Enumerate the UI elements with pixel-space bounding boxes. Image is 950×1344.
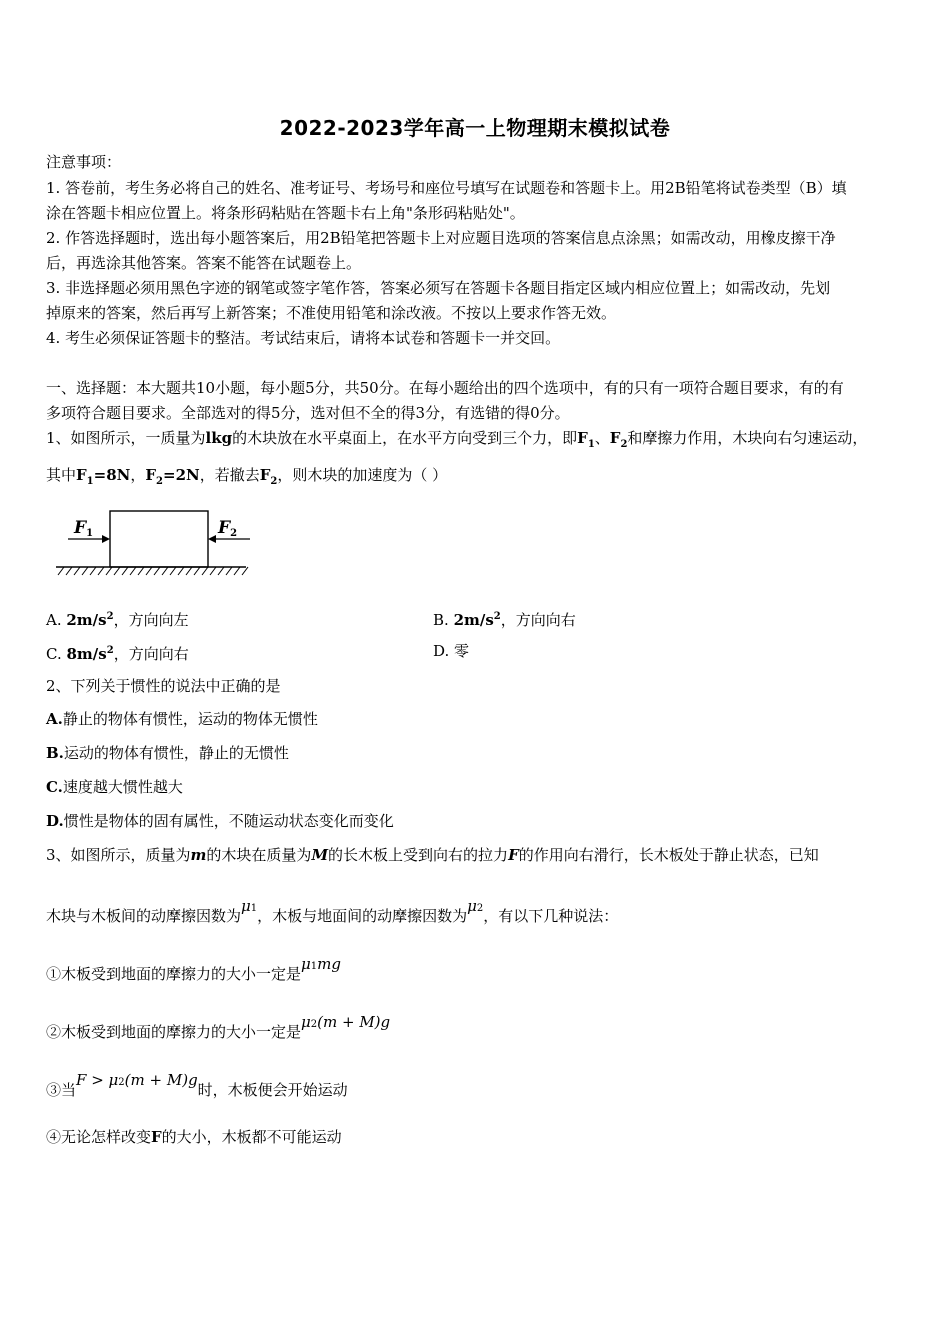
mu1-symbol: μ1 (241, 897, 258, 915)
notice-line: 后，再选涂其他答案。答案不能答在试题卷上。 (46, 254, 362, 272)
notice-line: 涂在答题卡相应位置上。将条形码粘贴在答题卡右上角"条形码粘贴处"。 (46, 204, 525, 222)
notice-line: 1. 答卷前，考生务必将自己的姓名、准考证号、考场号和座位号填写在试题卷和答题卡上。用2B铅笔将试卷类型（B）填 (46, 179, 847, 197)
q1-force-diagram (52, 505, 252, 580)
q3-statement-4: ④无论怎样改变F的大小，木板都不可能运动 (46, 1128, 342, 1146)
notice-heading: 注意事项： (46, 153, 122, 171)
q2-option-b: B.运动的物体有惯性，静止的无惯性 (46, 744, 289, 762)
block-rect (110, 511, 208, 567)
q2-option-d: D.惯性是物体的固有属性，不随运动状态变化而变化 (46, 812, 394, 830)
q1-option-d: D. 零 (433, 642, 470, 660)
f2-label: F2 (218, 518, 238, 539)
mu2-symbol: μ2 (467, 897, 484, 915)
q3-statement-1: ①木板受到地面的摩擦力的大小一定是μ1mg (46, 955, 341, 983)
q2-option-c: C.速度越大惯性越大 (46, 778, 183, 796)
q1-stem-line1: 1、如图所示，一质量为lkg的木块放在水平桌面上，在水平方向受到三个力，即$F_1$、$F_2$和摩擦力作用，木块向右匀速运动， (46, 429, 868, 450)
q1-stem-line2: 其中$F_1=8N$，$F_2=2N$，若撤去$F_2$，则木块的加速度为（ ） (46, 466, 448, 487)
q1-option-a: A. $2m/s^2$，方向向左 (46, 611, 189, 629)
ground-hatching (58, 567, 248, 575)
section-heading: 一、选择题：本大题共10小题，每小题5分，共50分。在每小题给出的四个选项中，有的只有一项符合题目要求，有的有 (46, 379, 844, 397)
q3-stem-line2: 木块与木板间的动摩擦因数为μ1，木板与地面间的动摩擦因数为μ2，有以下几种说法： (46, 897, 619, 925)
notice-line: 3. 非选择题必须用黑色字迹的钢笔或签字笔作答，答案必须写在答题卡各题目指定区域内相应位置上；如需改动，先划 (46, 279, 831, 297)
q1-option-b: B. $2m/s^2$，方向向右 (433, 611, 576, 629)
section-heading-cont: 多项符合题目要求。全部选对的得5分，选对但不全的得3分，有选错的得0分。 (46, 404, 570, 422)
f1-label: F1 (74, 518, 94, 539)
q2-stem: 2、下列关于惯性的说法中正确的是 (46, 677, 281, 695)
page-title: 2022-2023学年高一上物理期末模拟试卷 (279, 116, 671, 140)
q3-stem-line1: 3、如图所示，质量为m的木块在质量为M的长木板上受到向右的拉力F的作用向右滑行，长木板处于静止状态，已知 (46, 846, 819, 864)
q3-statement-2: ②木板受到地面的摩擦力的大小一定是μ2(m + M)g (46, 1013, 391, 1041)
notice-line: 掉原来的答案，然后再写上新答案；不准使用铅笔和涂改液。不按以上要求作答无效。 (46, 304, 617, 322)
q2-option-a: A.静止的物体有惯性，运动的物体无惯性 (46, 710, 318, 728)
q3-statement-3: ③当F > μ2(m + M)g时，木板便会开始运动 (46, 1071, 348, 1099)
notice-line: 2. 作答选择题时，选出每小题答案后，用2B铅笔把答题卡上对应题目选项的答案信息点涂黑；如需改动，用橡皮擦干净 (46, 229, 836, 247)
q1-option-c: C. $8m/s^2$，方向向右 (46, 645, 189, 663)
notice-line: 4. 考生必须保证答题卡的整洁。考试结束后，请将本试卷和答题卡一并交回。 (46, 329, 561, 347)
